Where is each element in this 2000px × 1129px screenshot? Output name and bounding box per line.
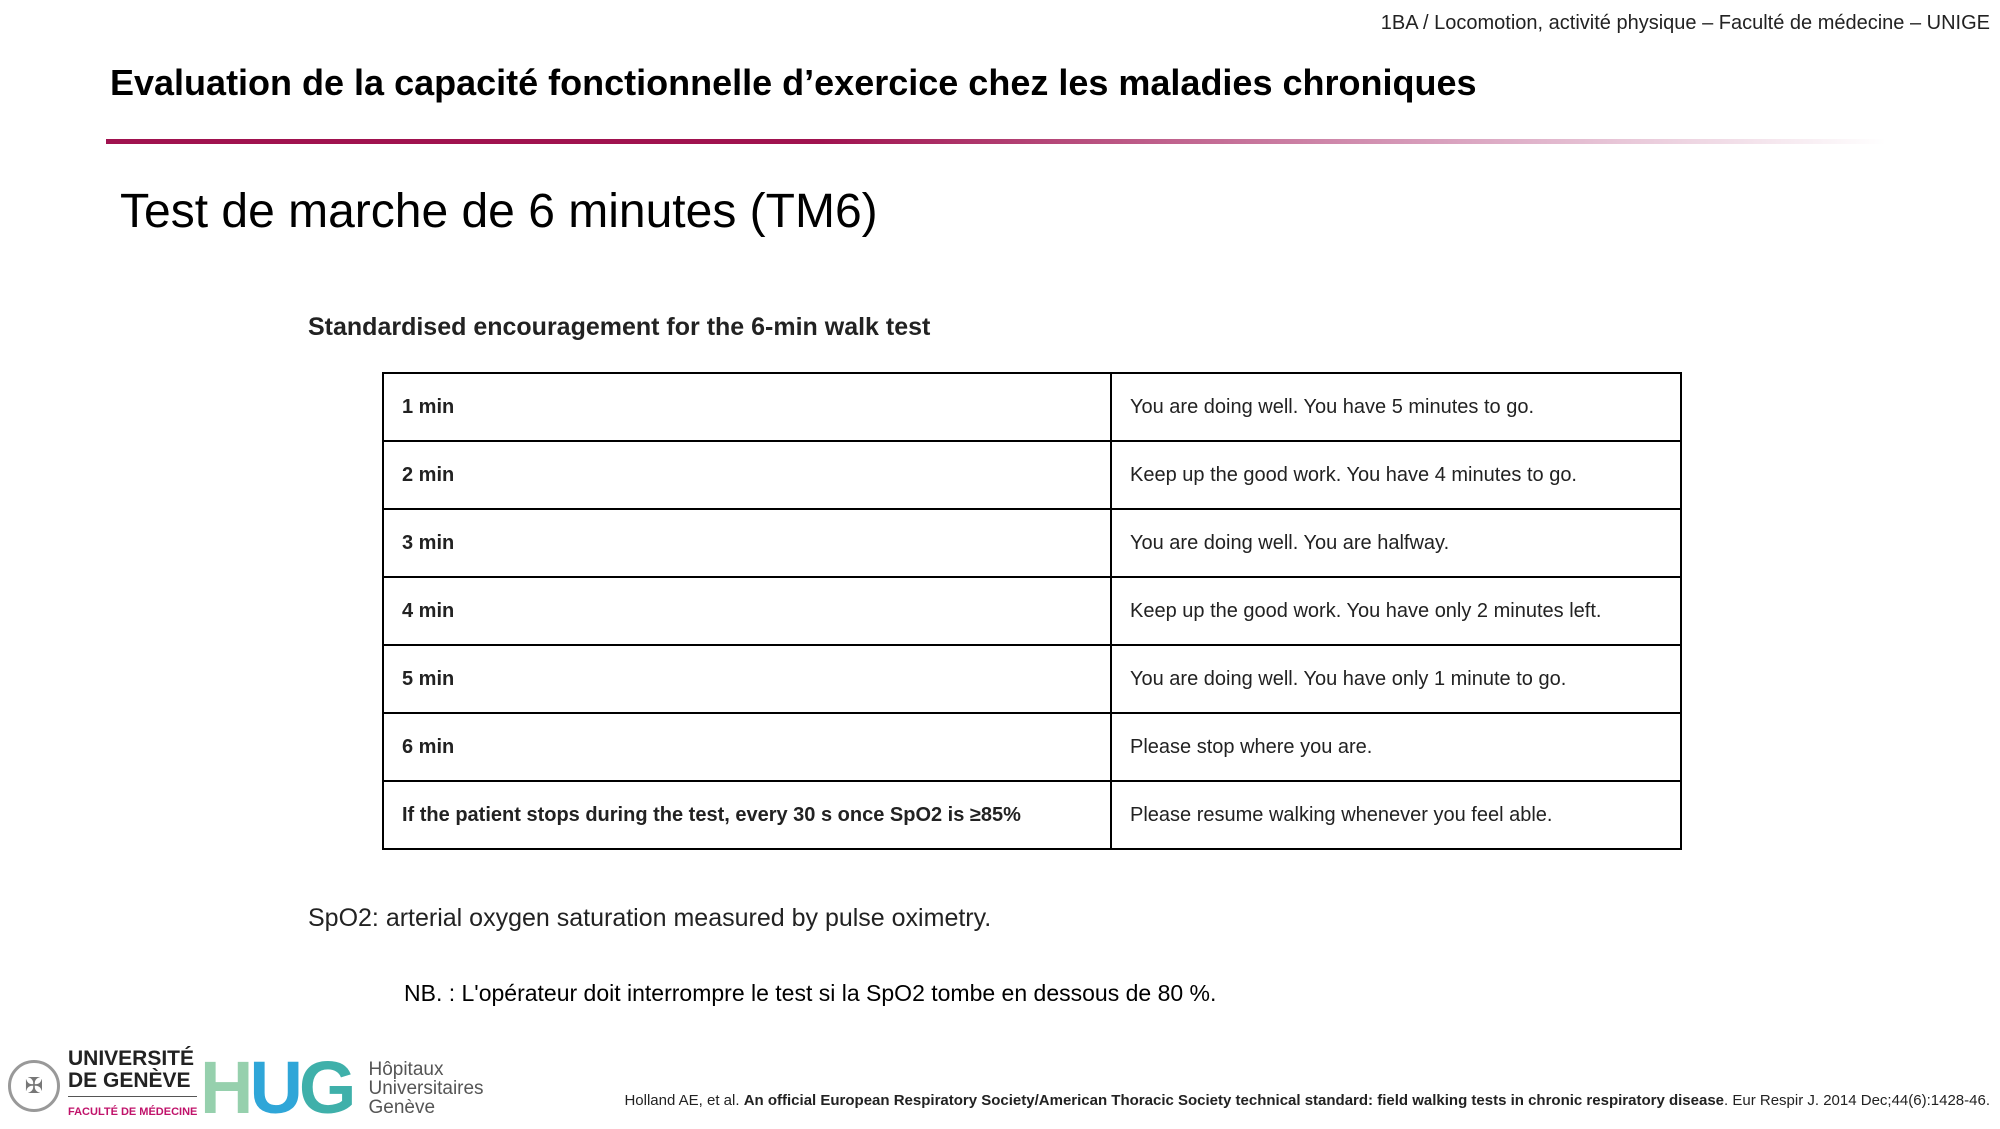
title-divider <box>106 139 1886 144</box>
message-cell: Please stop where you are. <box>1111 713 1681 781</box>
unige-logo <box>8 1048 197 1123</box>
reference <box>624 1092 1990 1109</box>
time-cell: 4 min <box>383 577 1111 645</box>
message-cell: You are doing well. You are halfway. <box>1111 509 1681 577</box>
encouragement-table <box>382 372 1682 850</box>
table-row <box>383 577 1681 645</box>
hug-mark: HUG <box>200 1046 353 1129</box>
nb-note: NB. : L'opérateur doit interrompre le test si la SpO2 tombe en dessous de 80 %. <box>404 980 1217 1006</box>
unige-name-1: UNIVERSITÉ <box>68 1047 195 1070</box>
unige-faculty: FACULTÉ DE MÉDECINE <box>68 1096 197 1123</box>
spo2-footnote: SpO2: arterial oxygen saturation measured by pulse oximetry. <box>308 904 992 932</box>
ref-title: An official European Respiratory Society/American Thoracic Society technical standard: field walking tests in chronic respiratory disease <box>743 1092 1725 1109</box>
ref-authors: Holland AE, et al. <box>624 1092 744 1109</box>
message-cell: You are doing well. You have 5 minutes to go. <box>1111 373 1681 441</box>
time-cell: 1 min <box>383 373 1111 441</box>
hug-name-2: Universitaires <box>368 1077 484 1099</box>
time-cell: 2 min <box>383 441 1111 509</box>
table-row <box>383 441 1681 509</box>
message-cell: Keep up the good work. You have 4 minutes to go. <box>1111 441 1681 509</box>
table-row <box>383 373 1681 441</box>
table-row <box>383 713 1681 781</box>
unige-name-2: DE GENÈVE <box>68 1069 191 1092</box>
time-cell: If the patient stops during the test, every 30 s once SpO2 is ≥85% <box>383 781 1111 849</box>
hug-name-1: Hôpitaux <box>368 1058 444 1080</box>
message-cell: Keep up the good work. You have only 2 minutes left. <box>1111 577 1681 645</box>
time-cell: 5 min <box>383 645 1111 713</box>
slide-subtitle: Test de marche de 6 minutes (TM6) <box>120 185 878 238</box>
table-title: Standardised encouragement for the 6-min walk test <box>308 313 931 341</box>
message-cell: Please resume walking whenever you feel able. <box>1111 781 1681 849</box>
time-cell: 6 min <box>383 713 1111 781</box>
table-row <box>383 509 1681 577</box>
table-row <box>383 645 1681 713</box>
ref-source: . Eur Respir J. 2014 Dec;44(6):1428-46. <box>1724 1092 1990 1109</box>
hug-logo <box>200 1046 484 1129</box>
table-row <box>383 781 1681 849</box>
unige-seal-icon: ✠ <box>8 1060 60 1112</box>
slide-title: Evaluation de la capacité fonctionnelle d’exercice chez les maladies chroniques <box>110 62 1477 103</box>
time-cell: 3 min <box>383 509 1111 577</box>
message-cell: You are doing well. You have only 1 minute to go. <box>1111 645 1681 713</box>
course-header: 1BA / Locomotion, activité physique – Faculté de médecine – UNIGE <box>1380 12 1990 34</box>
hug-name-3: Genève <box>368 1096 436 1118</box>
